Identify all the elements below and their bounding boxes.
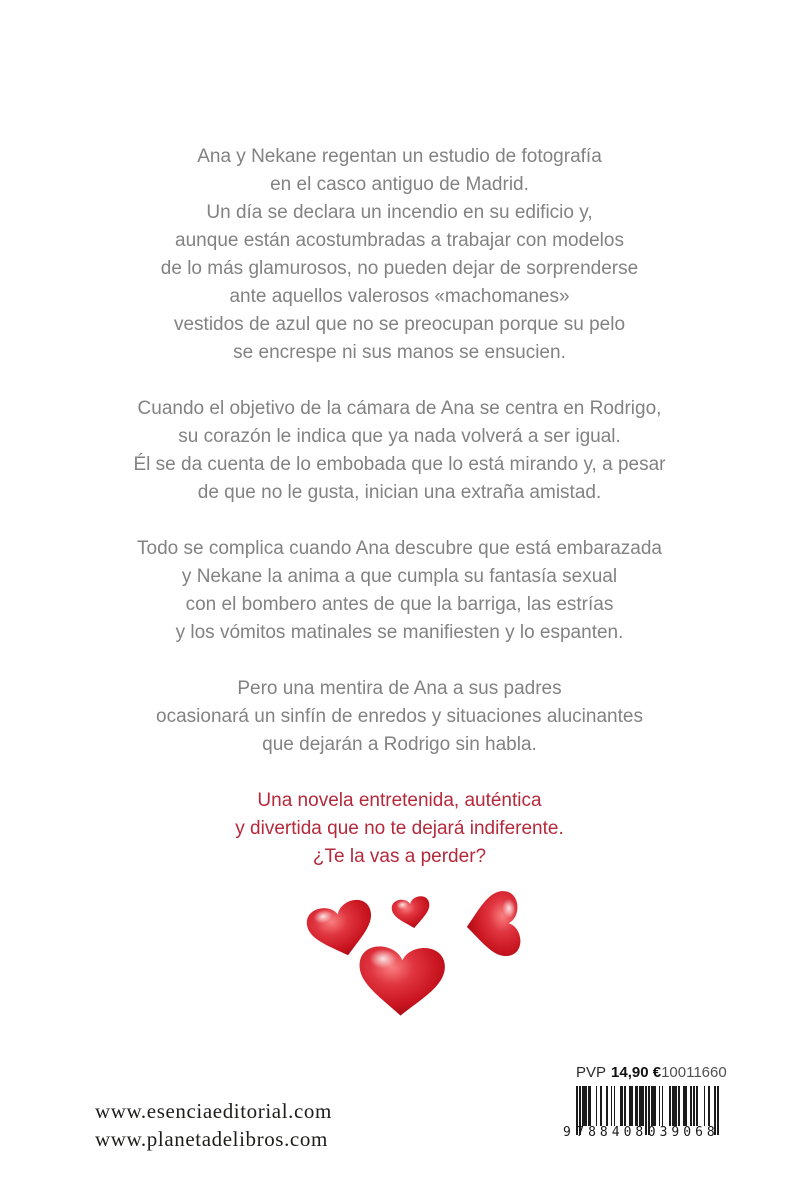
heart-small-top (390, 895, 433, 931)
text-line: Todo se complica cuando Ana descubre que está embarazada (137, 538, 662, 559)
text-line: Pero una mentira de Ana a sus padres (237, 678, 562, 699)
text-line: Un día se declara un incendio en su edificio y, (206, 202, 593, 223)
text-line: se encrespe ni sus manos se ensucien. (233, 342, 566, 363)
text-line: Él se da cuenta de lo embobada que lo está mirando y, a pesar (133, 454, 666, 475)
publisher-websites (95, 1094, 332, 1150)
synopsis-paragraph-1 (0, 143, 799, 367)
text-line: ocasionará un sinfín de enredos y situaciones alucinantes (156, 706, 643, 727)
text-line: que dejarán a Rodrigo sin habla. (262, 734, 537, 755)
text-line: y los vómitos matinales se manifiesten y lo espanten. (175, 622, 624, 643)
price-label: PVP (576, 1064, 607, 1081)
synopsis (0, 143, 799, 899)
heart-right-sideways (464, 890, 522, 959)
text-line: con el bombero antes de que la barriga, las estrías (185, 594, 614, 615)
text-line: y Nekane la anima a que cumpla su fantasía sexual (181, 566, 618, 587)
product-code: 10011660 (661, 1064, 727, 1081)
text-line: de que no le gusta, inician una extraña amistad. (197, 482, 602, 503)
red-hearts-icon (290, 879, 550, 1024)
barcode-right-digits: 039068 (647, 1125, 719, 1140)
text-line: vestidos de azul que no se preocupan porque su pelo (173, 314, 626, 335)
text-line: en el casco antiguo de Madrid. (270, 174, 529, 195)
tagline (0, 787, 799, 871)
text-line: aunque están acostumbradas a trabajar con modelos (175, 230, 624, 251)
text-line: www.planetadelibros.com (95, 1127, 328, 1151)
barcode-first-digit: 9 (563, 1125, 571, 1140)
text-line: Cuando el objetivo de la cámara de Ana se centra en Rodrigo, (137, 398, 662, 419)
text-line: Una novela entretenida, auténtica (257, 790, 542, 811)
text-line: su corazón le indica que ya nada volverá a ser igual. (178, 426, 621, 447)
text-line: y divertida que no te dejará indiferente. (235, 818, 564, 839)
heart-big-center (358, 946, 446, 1017)
price-row (563, 1064, 727, 1081)
synopsis-paragraph-2 (0, 395, 799, 507)
barcode-digits (563, 1125, 719, 1140)
text-line: ante aquellos valerosos «machomanes» (229, 286, 570, 307)
text-line: Ana y Nekane regentan un estudio de fotografía (197, 146, 602, 167)
text-line: ¿Te la vas a perder? (312, 846, 487, 867)
synopsis-paragraph-3 (0, 535, 799, 647)
barcode-left-digits: 788408 (576, 1125, 648, 1140)
price-value: 14,90 € (611, 1064, 662, 1081)
barcode-block (563, 1064, 727, 1140)
text-line: www.esenciaeditorial.com (95, 1099, 332, 1123)
synopsis-paragraph-4 (0, 675, 799, 759)
text-line: de lo más glamurosos, no pueden dejar de sorprenderse (160, 258, 639, 279)
